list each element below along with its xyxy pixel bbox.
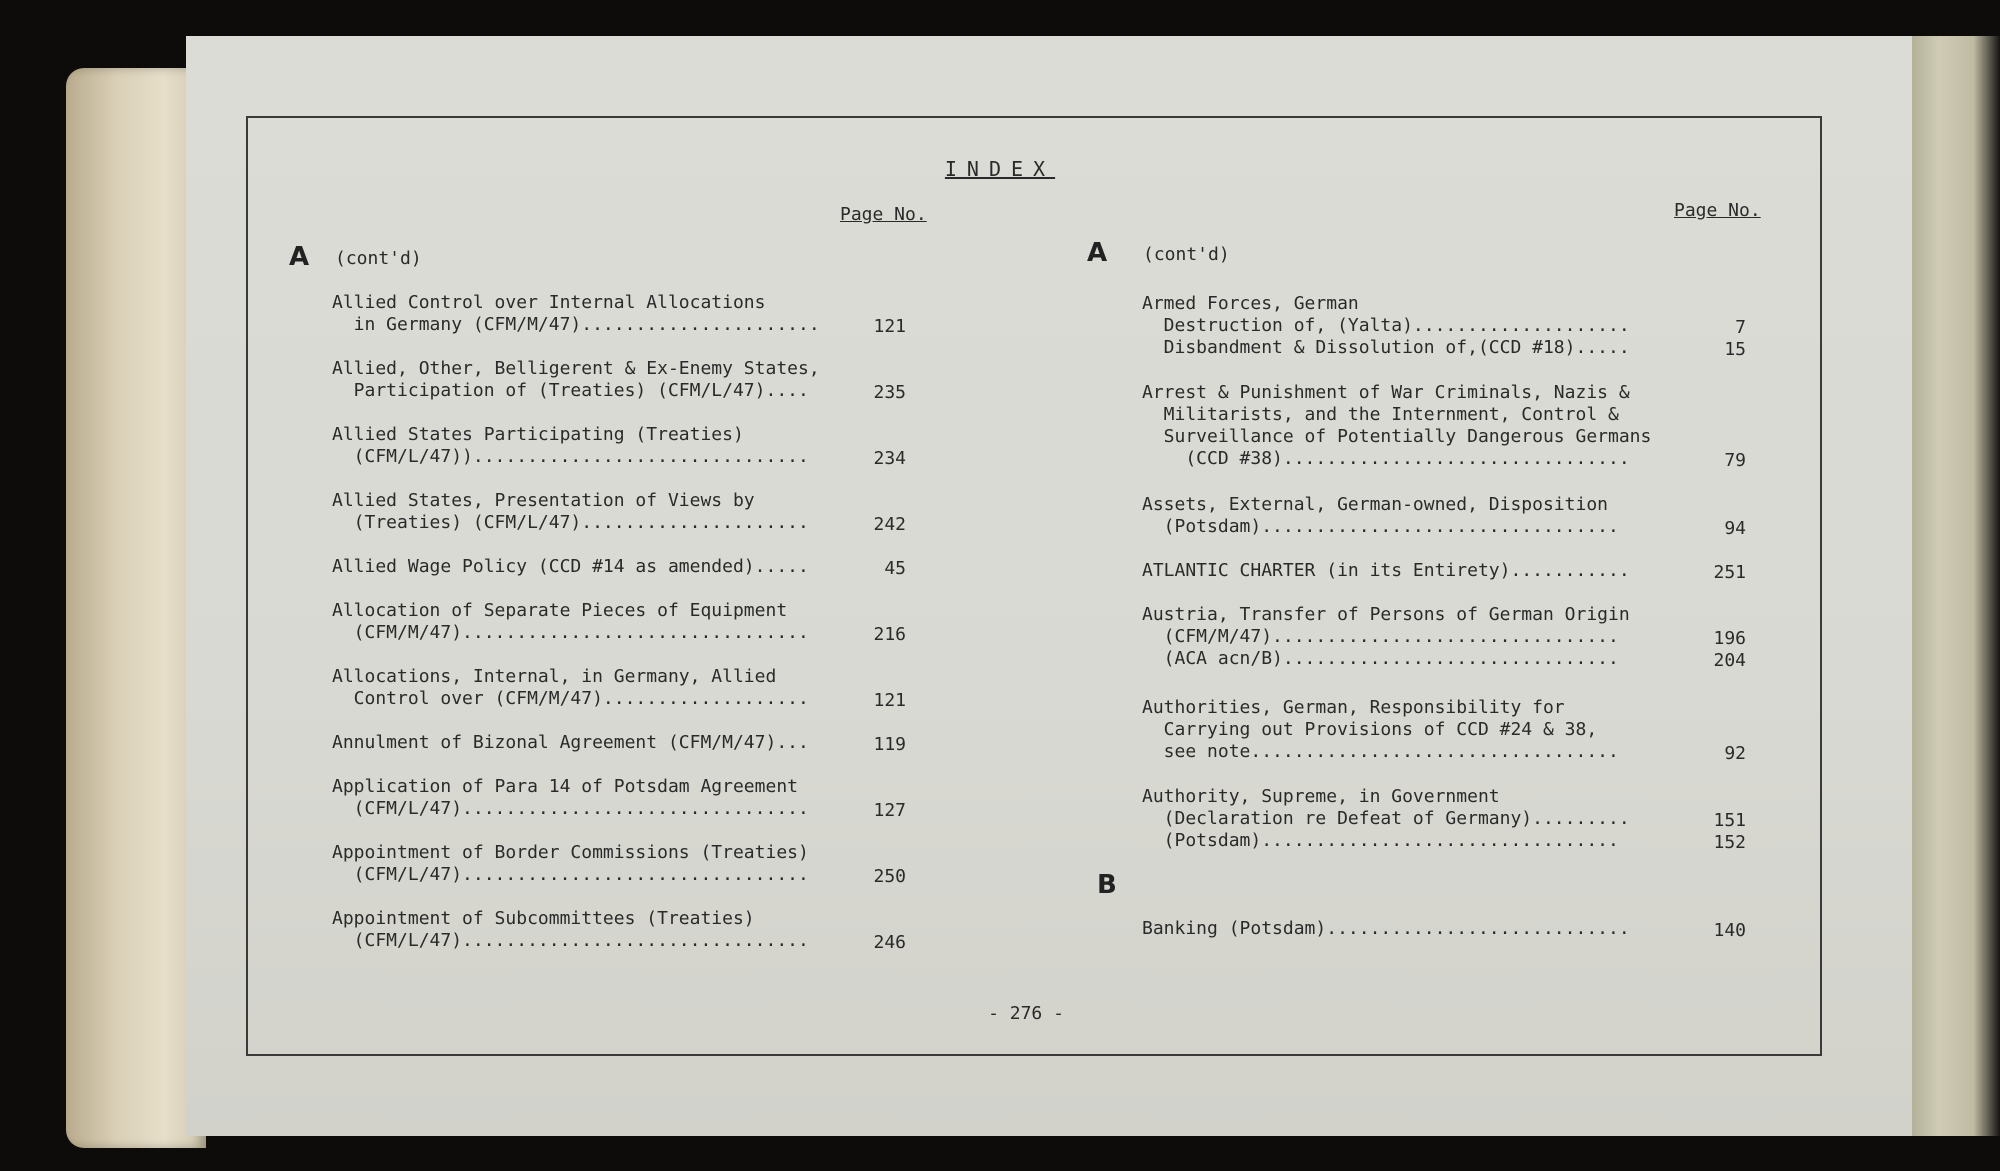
right-section-letter-a: A [1087,238,1108,268]
right-entry-text: Austria, Transfer of Persons of German Origin (CFM/M/47)................................ [1142,604,1630,647]
right-entry-page-number: 15 [1724,339,1746,360]
left-entry-page-number: 234 [873,448,906,469]
left-entry-text: Allied, Other, Belligerent & Ex-Enemy States, Participation of (Treaties) (CFM/L/47).... [332,358,820,401]
right-page-no-header: Page No. [1674,200,1761,221]
right-b-entry-text: Banking (Potsdam)............................ [1142,918,1630,939]
right-entry-page-number: 196 [1713,628,1746,649]
facing-page-curl [1912,36,2000,1136]
right-entry-page-number: 152 [1713,832,1746,853]
right-contd-label: (cont'd) [1143,244,1230,265]
right-entry-page-number: 94 [1724,518,1746,539]
right-entry-text: Authorities, German, Responsibility for Carrying out Provisions of CCD #24 & 38, see note.................................. [1142,697,1619,762]
right-entry-text: Assets, External, German-owned, Disposition (Potsdam)................................. [1142,494,1619,537]
left-contd-label: (cont'd) [335,248,422,269]
right-entry-text: Arrest & Punishment of War Criminals, Nazis & Militarists, and the Internment, Control & Surveillance of Potentially Dangerous Germans (CCD #38)................................ [1142,382,1652,469]
right-entry-page-number: 92 [1724,743,1746,764]
left-entry-page-number: 235 [873,382,906,403]
right-entry-text: Authority, Supreme, in Government (Declaration re Defeat of Germany)......... [1142,786,1630,829]
left-entry-text: Allied Wage Policy (CCD #14 as amended)..... [332,556,809,577]
left-entry-page-number: 242 [873,514,906,535]
left-entry-text: Allocation of Separate Pieces of Equipment (CFM/M/47)................................ [332,600,809,643]
left-entry-text: Allied States Participating (Treaties) (CFM/L/47))............................... [332,424,809,467]
index-title: INDEX [944,157,1056,181]
right-entry-text: (ACA acn/B)............................... [1142,648,1619,669]
left-entry-text: Annulment of Bizonal Agreement (CFM/M/47)... [332,732,809,753]
left-entry-text: Allied Control over Internal Allocations in Germany (CFM/M/47)...................... [332,292,820,335]
right-entry-page-number: 151 [1713,810,1746,831]
left-entry-page-number: 127 [873,800,906,821]
left-entry-text: Allied States, Presentation of Views by (Treaties) (CFM/L/47)..................... [332,490,809,533]
right-entry-text: Armed Forces, German [1142,293,1359,314]
page-number-footer: - 276 - [988,1003,1064,1024]
right-entry-page-number: 7 [1735,317,1746,338]
left-entry-page-number: 119 [873,734,906,755]
left-entry-page-number: 250 [873,866,906,887]
left-page-no-header: Page No. [840,204,927,225]
right-entry-text: Disbandment & Dissolution of,(CCD #18)..... [1142,337,1630,358]
left-entry-text: Application of Para 14 of Potsdam Agreement (CFM/L/47)................................ [332,776,809,819]
right-entry-page-number: 251 [1713,562,1746,583]
left-entry-text: Appointment of Border Commissions (Treaties) (CFM/L/47)................................ [332,842,809,885]
left-entry-page-number: 121 [873,690,906,711]
left-entry-page-number: 45 [884,558,906,579]
left-section-letter-a: A [289,242,310,272]
right-entry-page-number: 79 [1724,450,1746,471]
right-entry-page-number: 204 [1713,650,1746,671]
book-page-edges [66,68,206,1148]
right-section-letter-b: B [1097,870,1117,900]
right-entry-text: ATLANTIC CHARTER (in its Entirety)........... [1142,560,1630,581]
left-entry-page-number: 246 [873,932,906,953]
left-entry-text: Allocations, Internal, in Germany, Allied Control over (CFM/M/47)................... [332,666,809,709]
right-entry-text: Destruction of, (Yalta).................... [1142,315,1630,336]
left-entry-text: Appointment of Subcommittees (Treaties) (CFM/L/47)................................ [332,908,809,951]
left-entry-page-number: 121 [873,316,906,337]
right-b-entry-page-number: 140 [1713,920,1746,941]
right-entry-text: (Potsdam)................................. [1142,830,1619,851]
left-entry-page-number: 216 [873,624,906,645]
